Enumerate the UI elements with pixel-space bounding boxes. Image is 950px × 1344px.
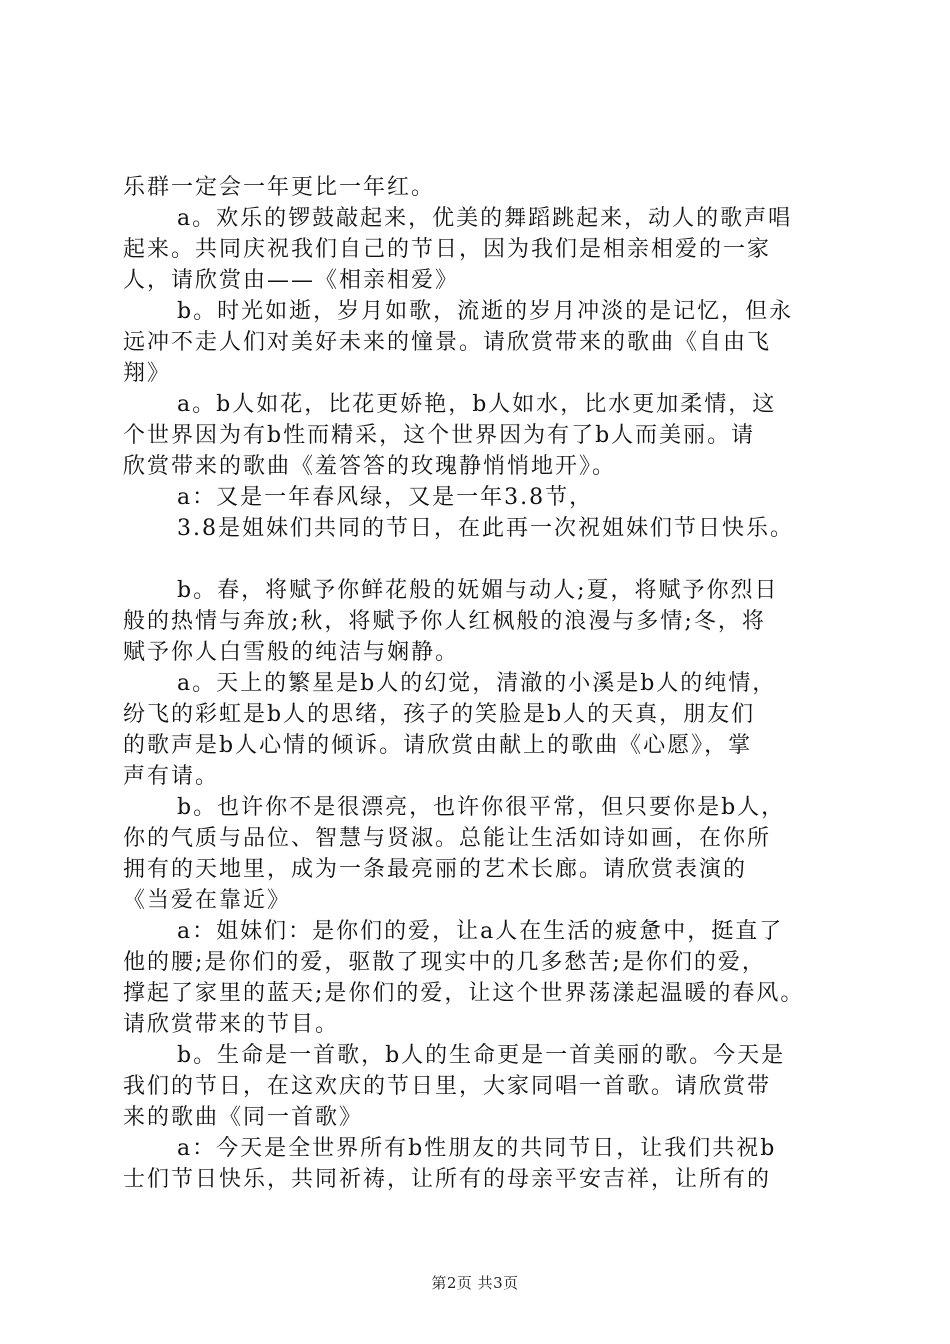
text-line: 翔》 bbox=[123, 361, 172, 386]
text-line: 你的气质与品位、智慧与贤淑。总能让生活如诗如画，在你所 bbox=[123, 826, 772, 851]
text-line: 他的腰;是你们的爱，驱散了现实中的几多愁苦;是你们的爱， bbox=[123, 950, 766, 975]
blank-line bbox=[123, 544, 843, 575]
text-line: a。欢乐的锣鼓敲起来，优美的舞蹈跳起来，动人的歌声唱 bbox=[177, 206, 793, 231]
text-line: 般的热情与奔放;秋，将赋予你人红枫般的浪漫与多情;冬，将 bbox=[123, 609, 766, 634]
page-footer: 第2页 共3页 bbox=[431, 1274, 519, 1292]
text-line: b。生命是一首歌，b人的生命更是一首美丽的歌。今天是 bbox=[177, 1043, 786, 1068]
text-line: 来的歌曲《同一首歌》 bbox=[123, 1105, 364, 1130]
text-line: 士们节日快乐，共同祈祷，让所有的母亲平安吉祥，让所有的 bbox=[123, 1167, 772, 1192]
text-line: 欣赏带来的歌曲《羞答答的玫瑰静悄悄地开》。 bbox=[123, 454, 617, 479]
text-line: 《当爱在靠近》 bbox=[123, 888, 292, 913]
text-line: 我们的节日，在这欢庆的节日里，大家同唱一首歌。请欣赏带 bbox=[123, 1074, 772, 1099]
text-line: a。b人如花，比花更娇艳，b人如水，比水更加柔情，这 bbox=[177, 392, 777, 417]
text-line: 拥有的天地里，成为一条最亮丽的艺术长廊。请欣赏表演的 bbox=[123, 857, 748, 882]
document-body bbox=[123, 172, 843, 1195]
text-line: a。天上的繁星是b人的幻觉，清澈的小溪是b人的纯情， bbox=[177, 671, 777, 696]
text-line: b。春，将赋予你鲜花般的妩媚与动人;夏，将赋予你烈日 bbox=[177, 578, 779, 603]
text-line: 请欣赏带来的节目。 bbox=[123, 1012, 340, 1037]
text-line: 远冲不走人们对美好未来的憧景。请欣赏带来的歌曲《自由飞 bbox=[123, 330, 772, 355]
text-line: 起来。共同庆祝我们自己的节日，因为我们是相亲相爱的一家 bbox=[123, 237, 772, 262]
text-line: 的歌声是b人心情的倾诉。请欣赏由献上的歌曲《心愿》，掌 bbox=[123, 733, 753, 758]
text-line: 3.8是姐妹们共同的节日，在此再一次祝姐妹们节日快乐。 bbox=[177, 516, 794, 541]
text-line: a：姐妹们：是你们的爱，让a人在生活的疲惫中，挺直了 bbox=[177, 919, 784, 944]
text-line: 乐群一定会一年更比一年红。 bbox=[123, 175, 436, 200]
text-line: b。也许你不是很漂亮，也许你很平常，但只要你是b人， bbox=[177, 795, 786, 820]
text-line: a：又是一年春风绿，又是一年3.8节， bbox=[177, 485, 594, 510]
text-line: b。时光如逝，岁月如歌，流逝的岁月冲淡的是记忆，但永 bbox=[177, 299, 794, 324]
text-line: 赋予你人白雪般的纯洁与娴静。 bbox=[123, 640, 460, 665]
text-line: a：今天是全世界所有b性朋友的共同节日，让我们共祝b bbox=[177, 1136, 777, 1161]
text-line: 撑起了家里的蓝天;是你们的爱，让这个世界荡漾起温暖的春风。 bbox=[123, 981, 805, 1006]
text-line: 纷飞的彩虹是b人的思绪，孩子的笑脸是b人的天真，朋友们 bbox=[123, 702, 756, 727]
text-line: 声有请。 bbox=[123, 764, 220, 789]
text-line: 个世界因为有b性而精采，这个世界因为有了b人而美丽。请 bbox=[123, 423, 756, 448]
text-line: 人，请欣赏由——《相亲相爱》 bbox=[123, 268, 460, 293]
